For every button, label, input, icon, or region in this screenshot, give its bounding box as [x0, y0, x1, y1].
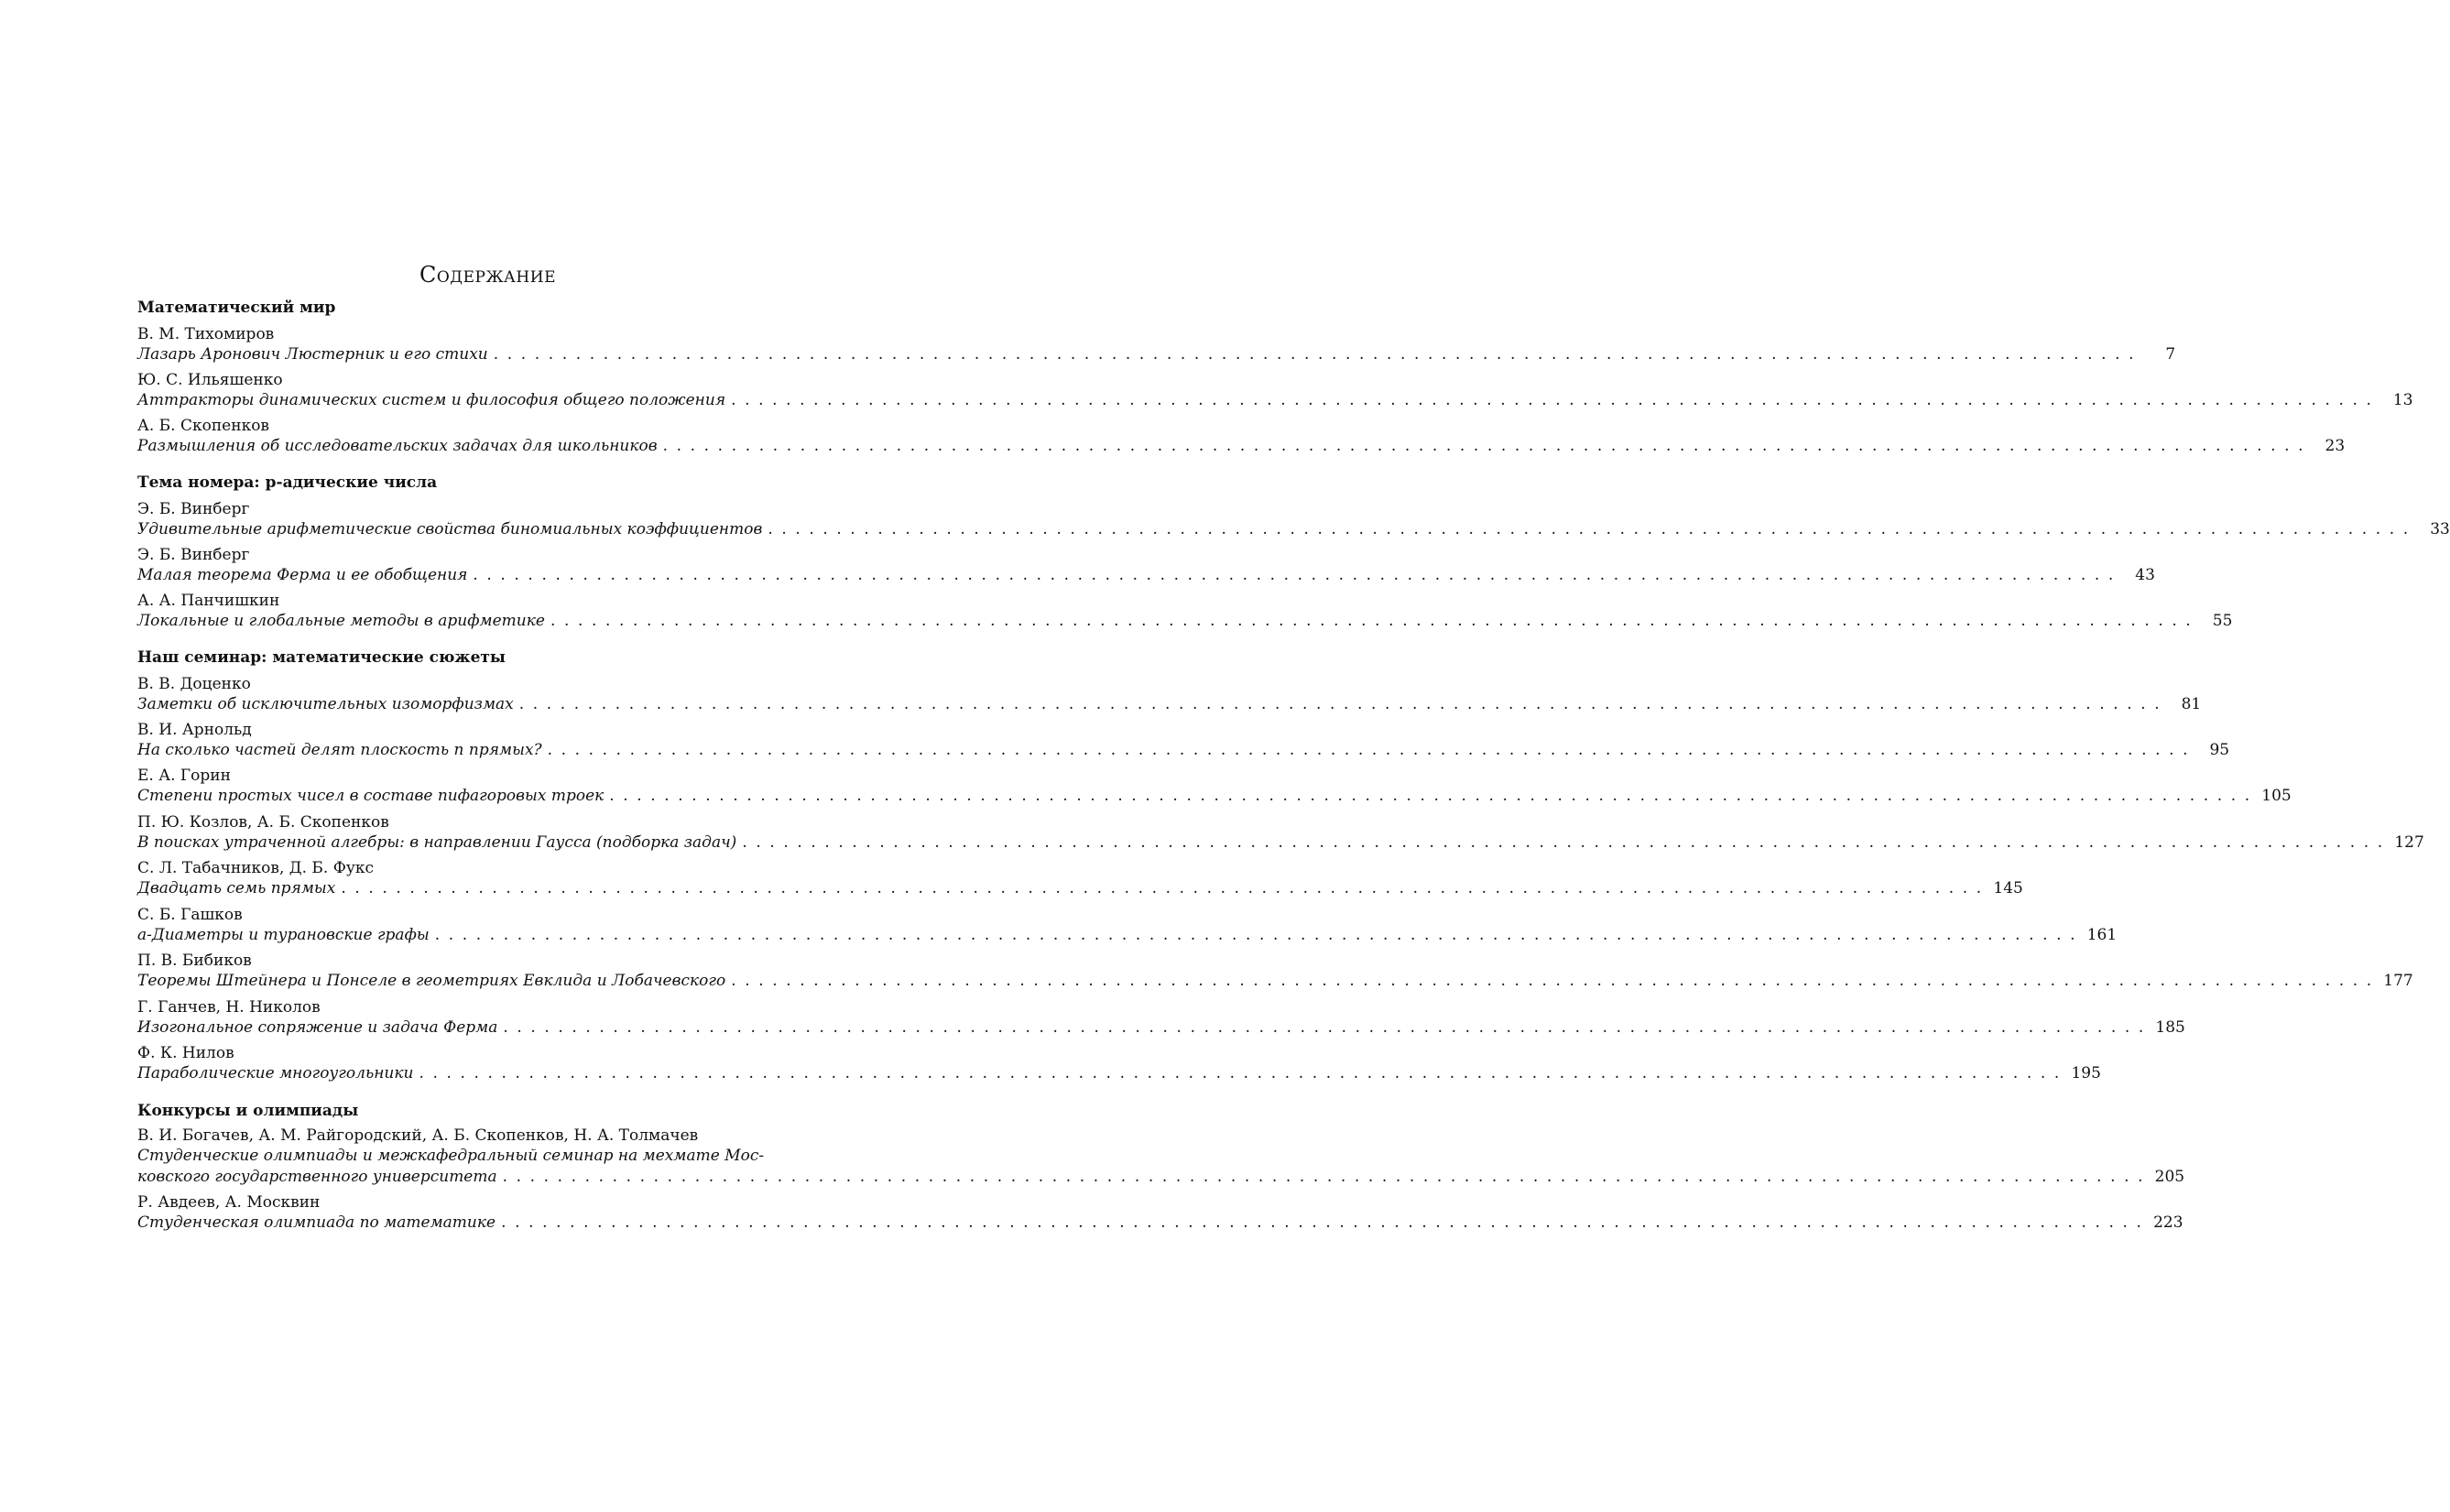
toc-entry[interactable]	[137, 437, 2346, 459]
toc-entry[interactable]	[137, 787, 2292, 809]
dot-leader: ........................................................................................................................	[731, 972, 2380, 990]
page-number: 205	[2154, 1168, 2185, 1186]
entry-authors: А. Б. Скопенков	[137, 417, 270, 435]
page-number: 185	[2155, 1018, 2185, 1037]
toc-entry[interactable]	[137, 391, 2413, 413]
toc-entry[interactable]	[137, 741, 2230, 763]
entry-title: Лазарь Аронович Люстерник и его стихи	[137, 345, 488, 364]
entry-authors: В. В. Доценко	[137, 675, 251, 693]
dot-leader: ........................................................................................................................	[518, 695, 2169, 713]
dot-leader: ........................................................................................................................	[473, 566, 2122, 584]
toc-entry[interactable]	[137, 520, 2450, 542]
entry-title: Размышления об исследовательских задачах для школьников	[137, 437, 658, 455]
section-heading: Наш семинар: математические сюжеты	[137, 648, 506, 667]
page-number: 161	[2086, 926, 2118, 944]
page-number: 105	[2261, 787, 2292, 805]
dot-leader: ........................................................................................................................	[550, 612, 2200, 630]
entry-authors: С. Б. Гашков	[137, 906, 243, 924]
section-heading: Конкурсы и олимпиады	[137, 1102, 359, 1120]
toc-entry[interactable]	[137, 972, 2413, 994]
page-number: 7	[2165, 345, 2176, 364]
dot-leader: ........................................................................................................................	[547, 741, 2197, 759]
toc-entry[interactable]	[137, 1064, 2101, 1086]
entry-title: В поисках утраченной алгебры: в направлении Гаусса (подборка задач)	[137, 833, 737, 852]
entry-authors: Э. Б. Винберг	[137, 546, 250, 564]
entry-authors: В. И. Арнольд	[137, 721, 252, 739]
page-number: 127	[2394, 833, 2424, 852]
page-number: 55	[2212, 612, 2233, 630]
toc-entry[interactable]	[137, 833, 2424, 855]
toc-entry[interactable]	[137, 1168, 2185, 1190]
entry-authors: В. И. Богачев, А. М. Райгородский, А. Б. Скопенков, Н. А. Толмачев	[137, 1126, 699, 1145]
page-number: 145	[1993, 879, 2023, 897]
page-number: 13	[2392, 391, 2413, 409]
entry-title: a-Диаметры и турановские графы	[137, 926, 430, 944]
entry-title: Степени простых чисел в составе пифагоровых троек	[137, 787, 604, 805]
dot-leader: ........................................................................................................................	[434, 926, 2085, 944]
page-number: 223	[2153, 1213, 2183, 1232]
page-number: 81	[2181, 695, 2202, 713]
toc-entry[interactable]	[137, 879, 2023, 901]
dot-leader: ........................................................................................................................	[503, 1018, 2152, 1037]
page-number: 95	[2209, 741, 2230, 759]
entry-title: На сколько частей делят плоскость n прямых?	[137, 741, 542, 759]
page-number: 195	[2071, 1064, 2101, 1082]
entry-authors: Ф. К. Нилов	[137, 1044, 234, 1062]
entry-title: Удивительные арифметические свойства биномиальных коэффициентов	[137, 520, 763, 538]
dot-leader: ........................................................................................................................	[419, 1064, 2068, 1082]
entry-title: ковского государственного университета	[137, 1168, 497, 1186]
toc-entry[interactable]	[137, 926, 2118, 948]
entry-authors: Р. Авдеев, А. Москвин	[137, 1193, 321, 1212]
entry-title: Заметки об исключительных изоморфизмах	[137, 695, 514, 713]
dot-leader: ........................................................................................................................	[493, 345, 2143, 364]
entry-title: Изогональное сопряжение и задача Ферма	[137, 1018, 498, 1037]
entry-authors: В. М. Тихомиров	[137, 325, 275, 343]
page-number: 23	[2325, 437, 2346, 455]
entry-authors: Ю. С. Ильяшенко	[137, 371, 283, 389]
entry-title-line1[interactable]: Студенческие олимпиады и межкафедральный семинар на мехмате Мос-	[137, 1147, 765, 1165]
page-number: 177	[2383, 972, 2413, 990]
toc-entry[interactable]	[137, 1213, 2183, 1235]
dot-leader: ........................................................................................................................	[502, 1168, 2152, 1186]
entry-title: Параболические многоугольники	[137, 1064, 414, 1082]
entry-title: Теоремы Штейнера и Понселе в геометриях Евклида и Лобачевского	[137, 972, 726, 990]
section-heading: Математический мир	[137, 299, 336, 317]
entry-authors: П. Ю. Козлов, А. Б. Скопенков	[137, 813, 389, 832]
dot-leader: ........................................................................................................................	[662, 437, 2313, 455]
entry-authors: Э. Б. Винберг	[137, 500, 250, 518]
dot-leader: ........................................................................................................................	[341, 879, 1990, 897]
entry-title: Двадцать семь прямых	[137, 879, 336, 897]
entry-authors: А. А. Панчишкин	[137, 592, 280, 610]
page-number: 43	[2135, 566, 2155, 584]
toc-entry[interactable]	[137, 612, 2233, 634]
entry-authors: Е. А. Горин	[137, 767, 231, 785]
entry-authors: П. В. Бибиков	[137, 952, 252, 970]
dot-leader: ........................................................................................................................	[731, 391, 2380, 409]
entry-authors: С. Л. Табачников, Д. Б. Фукс	[137, 859, 374, 877]
entry-title: Студенческая олимпиада по математике	[137, 1213, 496, 1232]
dot-leader: ........................................................................................................................	[501, 1213, 2151, 1232]
toc-entry[interactable]	[137, 1018, 2185, 1040]
entry-title: Локальные и глобальные методы в арифметике	[137, 612, 545, 630]
page-title: Содержание	[419, 262, 556, 288]
toc-entry[interactable]	[137, 345, 2176, 367]
toc-entry[interactable]	[137, 695, 2202, 717]
entry-title: Аттракторы динамических систем и философия общего положения	[137, 391, 726, 409]
dot-leader: ........................................................................................................................	[742, 833, 2391, 852]
section-heading: Тема номера: p-адические числа	[137, 473, 438, 492]
dot-leader: ........................................................................................................................	[768, 520, 2417, 538]
dot-leader: ........................................................................................................................	[609, 787, 2259, 805]
entry-authors: Г. Ганчев, Н. Николов	[137, 998, 321, 1017]
entry-title: Малая теорема Ферма и ее обобщения	[137, 566, 468, 584]
toc-entry[interactable]	[137, 566, 2155, 588]
page-number: 33	[2430, 520, 2450, 538]
